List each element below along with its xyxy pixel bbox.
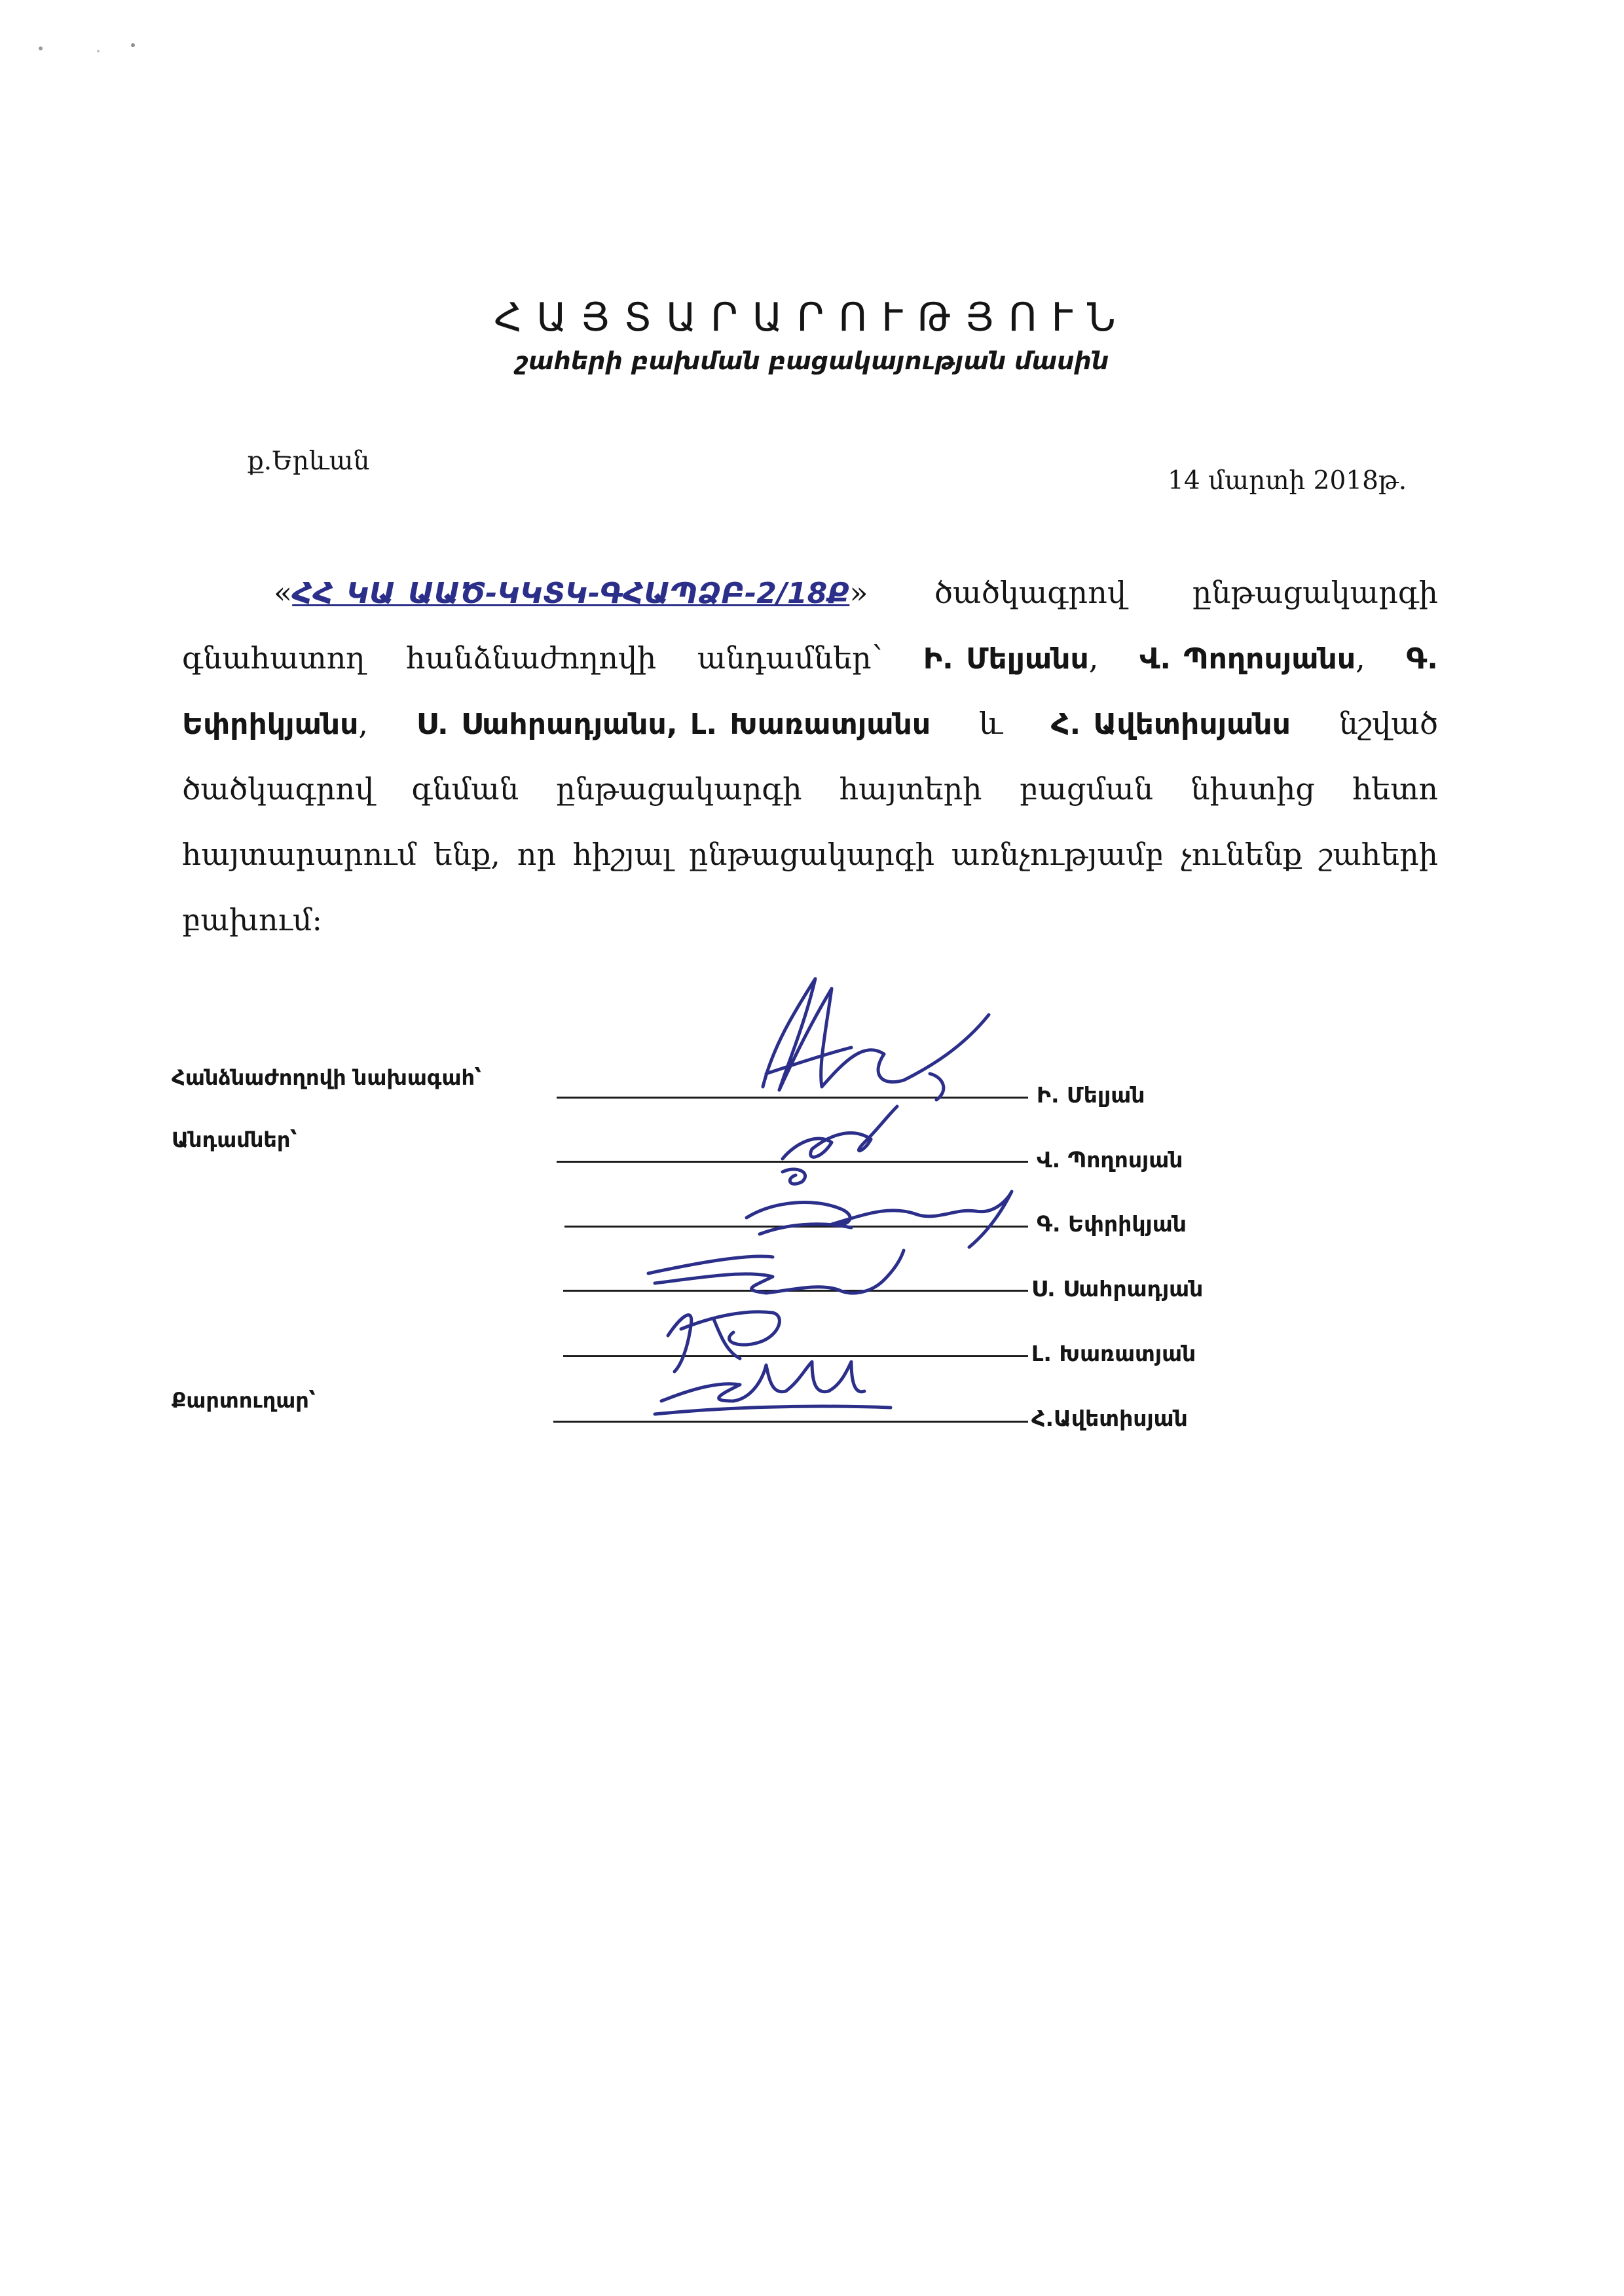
paragraph-word: հայտերի	[839, 771, 982, 807]
signature-mark	[648, 1250, 904, 1293]
signer-name: Ի. Մելյան	[1037, 1082, 1145, 1108]
member-name: Ս. Սահրադյանս, Լ. Խառատյանս	[416, 708, 931, 741]
signature-mark	[783, 1106, 897, 1184]
document-title: ՀԱՅՏԱՐԱՐՈՒԹՅՈՒՆ	[494, 295, 1130, 340]
paragraph-word: ընթացակարգի	[1192, 575, 1438, 610]
member-name: Եփրիկյանս	[182, 708, 359, 741]
paragraph-word: հիշյալ	[572, 837, 673, 872]
paragraph-word: չունենք	[1180, 837, 1302, 872]
paragraph-word: որ	[517, 837, 557, 872]
paragraph-word: անդամներ՝	[697, 640, 883, 676]
paragraph-word: բախում:	[182, 902, 323, 938]
members-label: Անդամներ՝	[172, 1127, 297, 1152]
signature-mark	[747, 1192, 1012, 1247]
signer-name: Ս. Սահրադյան	[1031, 1276, 1204, 1302]
paragraph-word: ծածկագրով	[182, 771, 375, 807]
document-subtitle: շահերի բախման բացակայության մասին	[515, 347, 1109, 375]
paragraph-word: ծածկագրով	[934, 575, 1126, 610]
paragraph-word: հանձնաժողովի	[406, 640, 657, 676]
paragraph-word: ընթացակարգի	[689, 837, 935, 872]
member-name: Վ. Պողոսյանս	[1139, 642, 1356, 676]
open-quote: «	[274, 575, 293, 610]
signature-mark	[763, 979, 989, 1100]
paragraph-word: ենք,	[433, 837, 500, 872]
paragraph-word: առնչությամբ	[951, 837, 1164, 872]
document-city: ք.Երևան	[248, 446, 370, 476]
signer-name: Լ. Խառատյան	[1031, 1341, 1196, 1366]
secretary-label: Քարտուղար՝	[172, 1388, 316, 1413]
signer-name: Հ.Ավետիսյան	[1031, 1406, 1188, 1431]
document-date: 14 մարտի 2018թ.	[1168, 466, 1407, 496]
comma: ,	[1088, 640, 1099, 676]
paragraph-word: ընթացակարգի	[556, 771, 802, 807]
paragraph-word: շահերի	[1319, 837, 1438, 872]
paragraph-word: նիստից	[1190, 771, 1315, 807]
signature-mark	[655, 1362, 891, 1414]
member-name: Ի. Մելյանս	[923, 642, 1089, 676]
comma: ,	[358, 706, 369, 741]
close-quote: »	[849, 575, 868, 610]
signature-mark	[668, 1312, 779, 1372]
paragraph-word: գնման	[411, 771, 519, 807]
paragraph-word: և	[978, 706, 1003, 741]
member-name: Հ. Ավետիսյանս	[1050, 708, 1291, 741]
signer-name: Գ. Եփրիկյան	[1037, 1211, 1187, 1237]
chair-label: Հանձնաժողովի նախագահ՝	[172, 1065, 482, 1090]
member-name: Գ.	[1406, 642, 1438, 676]
paragraph-word: հետո	[1352, 771, 1438, 807]
procurement-code: ՀՀ ԿԱ ԱԱԾ-ԿԿՏԿ-ԳՀԱՊՁԲ-2/18Ք	[292, 577, 850, 610]
paragraph-word: բացման	[1019, 771, 1153, 807]
paragraph-word: հայտարարում	[182, 837, 417, 872]
paragraph-word: նշված	[1338, 706, 1438, 741]
comma: ,	[1356, 640, 1365, 676]
paragraph-word: գնահատող	[182, 640, 365, 676]
signer-name: Վ. Պողոսյան	[1037, 1147, 1183, 1173]
